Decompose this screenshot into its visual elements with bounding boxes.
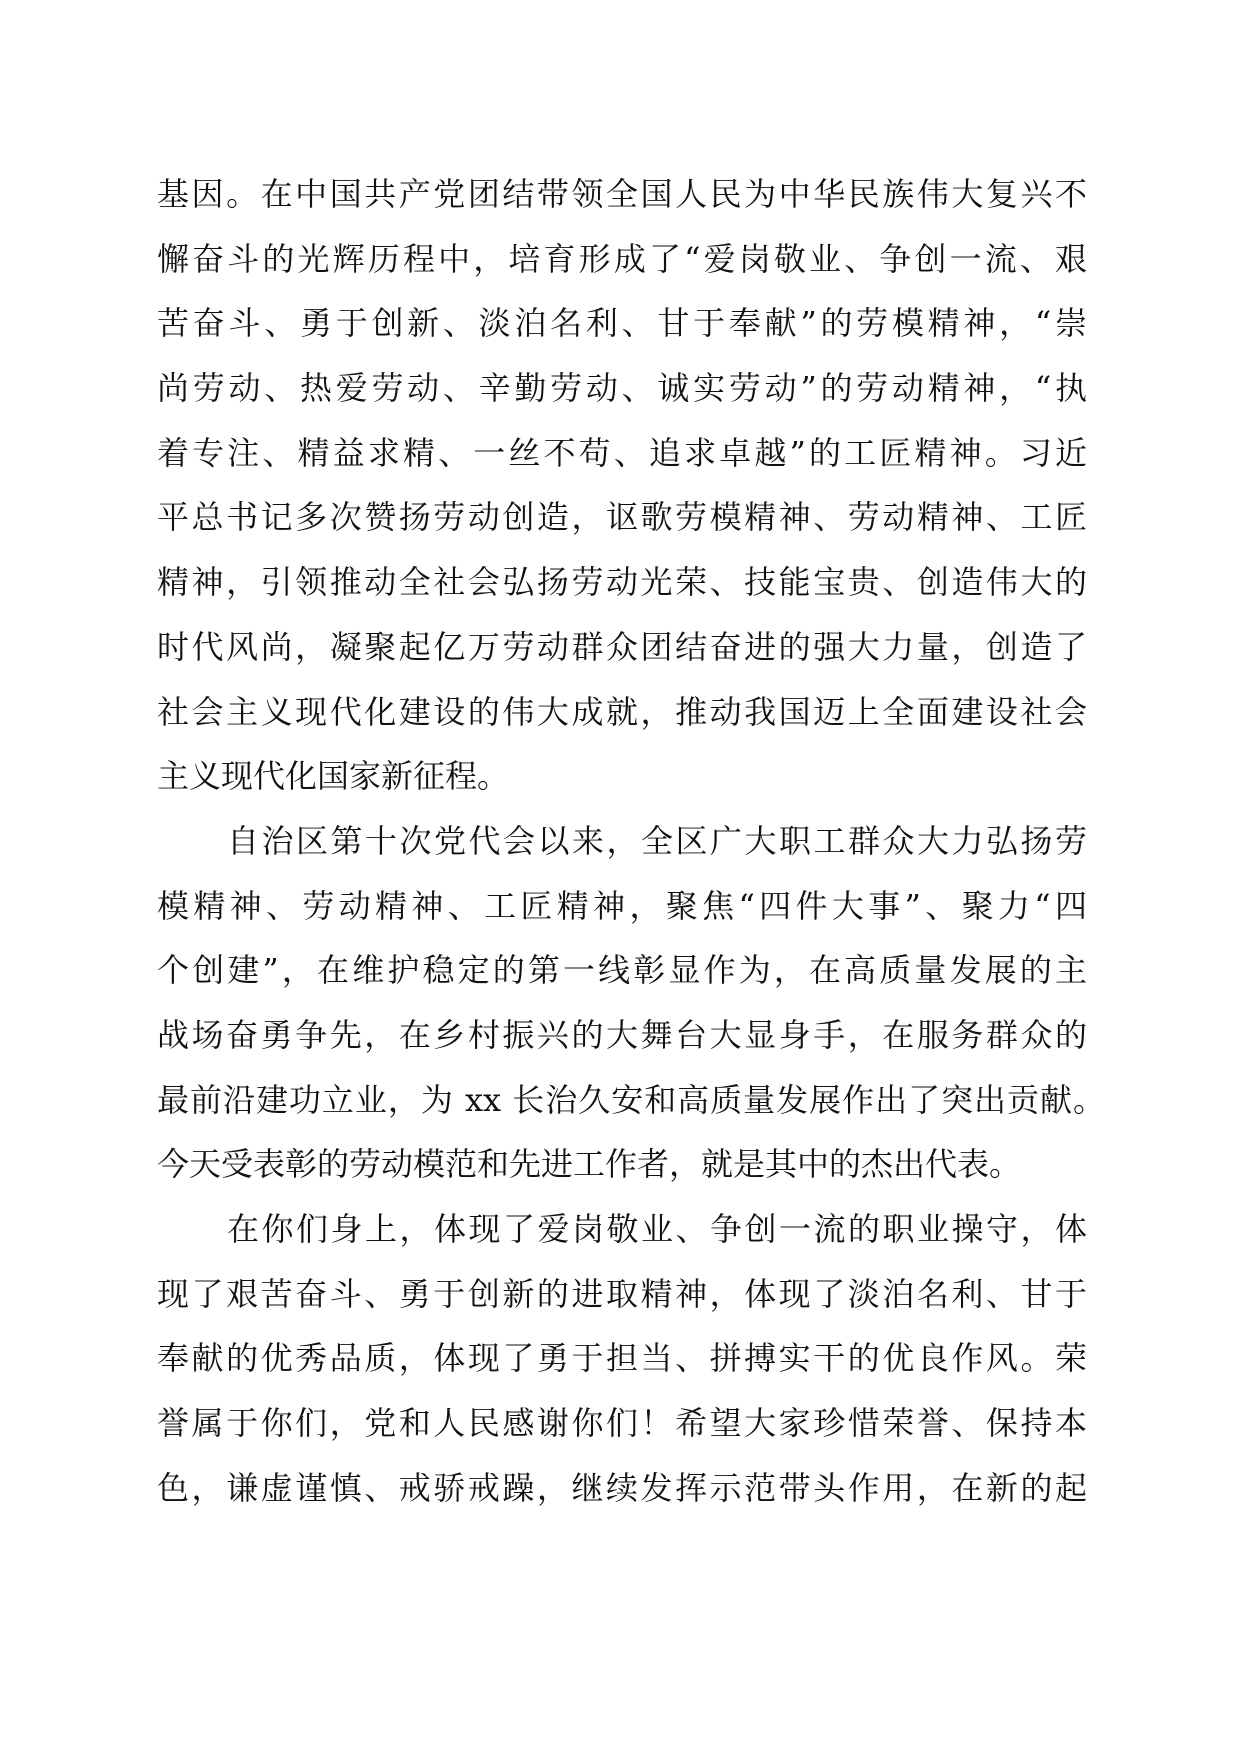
text-line: 最前沿建功立业，为 xx 长治久安和高质量发展作出了突出贡献。 <box>157 1080 1105 1119</box>
text-line: 现了艰苦奋斗、勇于创新的进取精神，体现了淡泊名利、甘于 <box>157 1274 1087 1313</box>
text-line: 平总书记多次赞扬劳动创造，讴歌劳模精神、劳动精神、工匠 <box>157 498 1087 537</box>
text-line: 个创建”，在维护稳定的第一线彰显作为，在高质量发展的主 <box>157 951 1087 990</box>
text-line: 奉献的优秀品质，体现了勇于担当、拼搏实干的优良作风。荣 <box>157 1339 1087 1378</box>
text-line: 时代风尚，凝聚起亿万劳动群众团结奋进的强大力量，创造了 <box>157 627 1087 666</box>
text-line: 自治区第十次党代会以来，全区广大职工群众大力弘扬劳 <box>227 821 1087 860</box>
text-line: 社会主义现代化建设的伟大成就，推动我国迈上全面建设社会 <box>157 692 1087 731</box>
paragraph-2 <box>157 809 1105 1197</box>
text-line: 苦奋斗、勇于创新、淡泊名利、甘于奉献”的劳模精神，“崇 <box>157 304 1087 343</box>
text-line: 模精神、劳动精神、工匠精神，聚焦“四件大事”、聚力“四 <box>157 886 1087 925</box>
text-line: 基因。在中国共产党团结带领全国人民为中华民族伟大复兴不 <box>157 175 1087 213</box>
text-line: 懈奋斗的光辉历程中，培育形成了“爱岗敬业、争创一流、艰 <box>157 239 1087 278</box>
text-line: 战场奋勇争先，在乡村振兴的大舞台大显身手，在服务群众的 <box>157 1015 1087 1054</box>
text-line: 誉属于你们，党和人民感谢你们！希望大家珍惜荣誉、保持本 <box>157 1404 1087 1443</box>
paragraph-1 <box>157 162 1087 809</box>
text-line: 尚劳动、热爱劳动、辛勤劳动、诚实劳动”的劳动精神，“执 <box>157 369 1087 408</box>
text-line: 主义现代化国家新征程。 <box>157 757 510 796</box>
paragraph-3 <box>157 1197 1087 1520</box>
text-line: 今天受表彰的劳动模范和先进工作者，就是其中的杰出代表。 <box>157 1145 1022 1184</box>
text-line: 色，谦虚谨慎、戒骄戒躁，继续发挥示范带头作用，在新的起 <box>157 1468 1087 1507</box>
text-line: 在你们身上，体现了爱岗敬业、争创一流的职业操守，体 <box>227 1210 1087 1248</box>
text-line: 着专注、精益求精、一丝不苟、追求卓越”的工匠精神。习近 <box>157 433 1087 472</box>
text-line: 精神，引领推动全社会弘扬劳动光荣、技能宝贵、创造伟大的 <box>157 563 1087 602</box>
body-text <box>157 162 1105 1520</box>
